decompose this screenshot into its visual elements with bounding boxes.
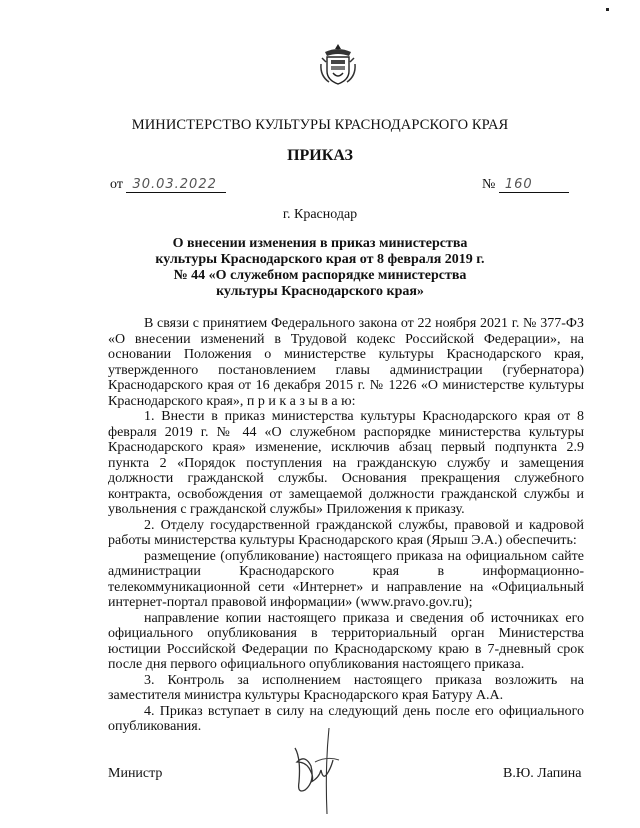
city: г. Краснодар [282,207,358,222]
date-line [110,177,226,193]
number-prefix: № [482,177,496,192]
scan-mark [606,8,609,11]
ministry-name: МИНИСТЕРСТВО КУЛЬТУРЫ КРАСНОДАРСКОГО КРАЯ [131,117,509,133]
number-line [482,177,569,193]
handwritten-signature [285,718,355,818]
signatory-name: В.Ю. Лапина [503,766,582,781]
paragraph: 2. Отделу государственной гражданской службы, правовой и кадровой работы министерства культуры Краснодарского края (Ярыш Э.А.) обеспечить: [108,517,584,548]
paragraph: направление копии настоящего приказа и сведения об источниках его официального опубликования в территориальный орган Министерства юстиции Российской Федерации по Краснодарскому краю в 7-дневный срок после дня первого официального опубликования настоящего приказа. [108,610,584,672]
paragraph: 4. Приказ вступает в силу на следующий день после его официального опубликования. [108,703,584,734]
document-body [108,316,584,735]
paragraph: размещение (опубликование) настоящего приказа на официальном сайте администрации Краснодарского края в информационно-телекоммуникационной сети «Интернет» и направление на «Официальный интернет-портал правовой информации» (www.pravo.gov.ru); [108,548,584,610]
date-prefix: от [110,177,123,192]
number-value: 160 [499,177,569,193]
document-type: ПРИКАЗ [287,147,353,164]
paragraph: В связи с принятием Федерального закона от 22 ноября 2021 г. № 377-ФЗ «О внесении изменений в Трудовой кодекс Российской Федерации», на основании Положения о министерстве культуры Краснодарского края, утвержденного постановлением главы администрации (губернатора) Краснодарского края от 16 декабря 2015 г. № 1226 «О министерстве культуры Краснодарского края», п р и к а з ы в а ю: [108,316,584,409]
signatory-position: Министр [108,766,163,781]
coat-of-arms-icon [319,42,357,86]
paragraph: 3. Контроль за исполнением настоящего приказа возложить на заместителя министра культуры Краснодарского края Батуру А.А. [108,672,584,703]
paragraph: 1. Внести в приказ министерства культуры Краснодарского края от 8 февраля 2019 г. № 44 «О служебном распорядке министерства культуры Краснодарского края» изменение, исключив абзац первый подпункта 2.9 пункта 2 «Порядок поступления на гражданскую службу и замещения должности гражданской службы. Основания прекращения служебного контракта, освобождения от замещаемой должности гражданской службы и увольнения с гражданской службы» Приложения к приказу. [108,409,584,517]
date-value: 30.03.2022 [126,177,226,193]
document-title: О внесении изменения в приказ министерства культуры Краснодарского края от 8 февраля 2019 г. № 44 «О служебном распорядке министерства культуры Краснодарского края» [155,236,485,299]
